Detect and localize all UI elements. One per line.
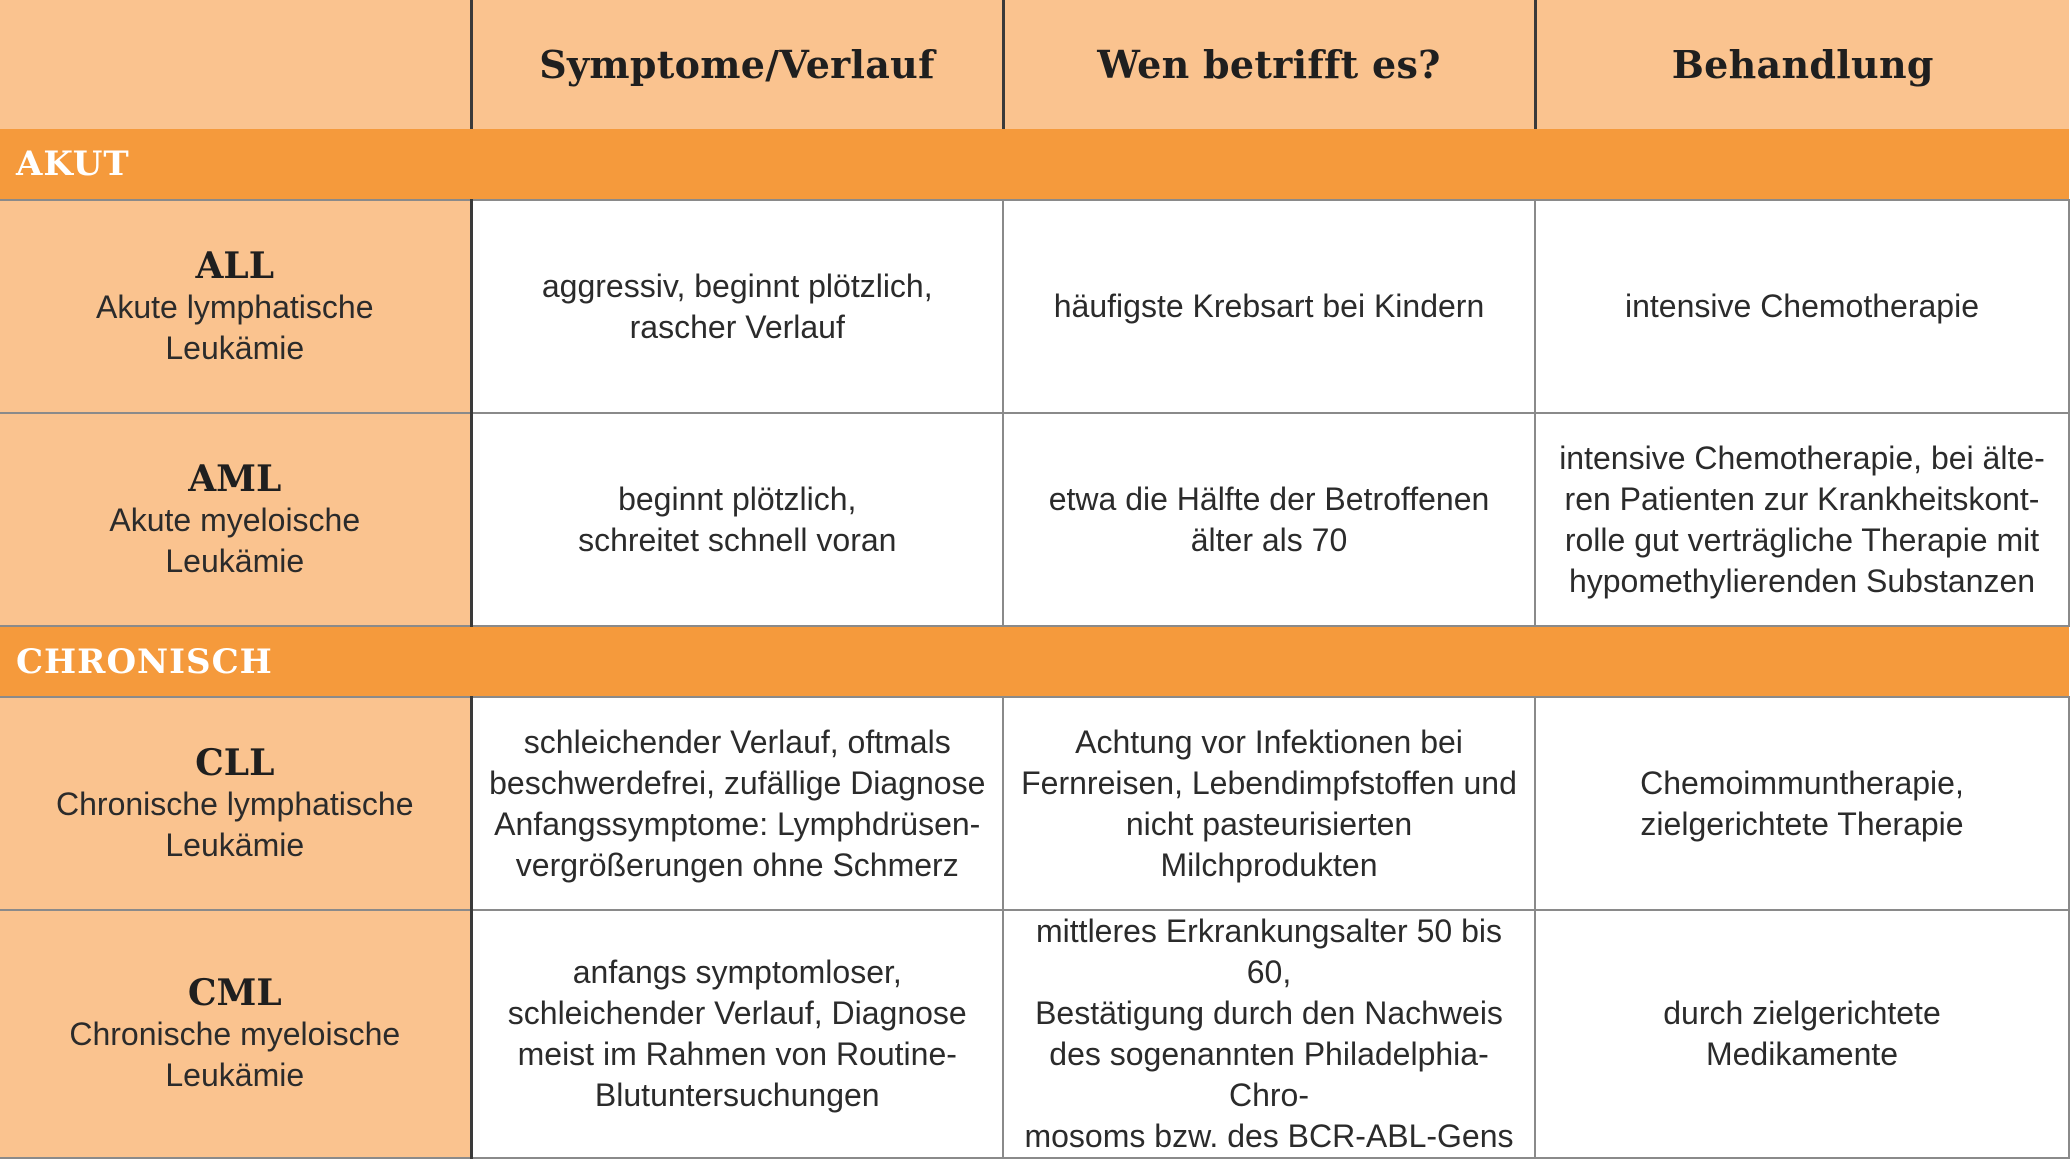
cell-behandlung bbox=[1535, 697, 2069, 910]
text-line: Medikamente bbox=[1705, 1036, 1899, 1072]
header-symptome: Symptome/Verlauf bbox=[471, 0, 1003, 129]
cell-behandlung bbox=[1535, 910, 2069, 1158]
text-line: intensive Chemotherapie, bei älte- bbox=[1559, 439, 2045, 476]
text-line: schreitet schnell voran bbox=[578, 521, 897, 558]
text-line: beginnt plötzlich, bbox=[618, 480, 857, 517]
text-line: Blutuntersuchungen bbox=[594, 1077, 880, 1113]
leukemia-name-line: Akute myeloische bbox=[109, 501, 361, 538]
text-line: älter als 70 bbox=[1190, 521, 1348, 558]
leukemia-abbr: AML bbox=[188, 457, 282, 500]
text-line: rascher Verlauf bbox=[629, 308, 845, 345]
text-line: des sogenannten Philadelphia-Chro- bbox=[1049, 1036, 1489, 1113]
table-row-cml bbox=[0, 910, 2069, 1158]
cell-symptome bbox=[471, 200, 1003, 413]
text-line: vergrößerungen ohne Schmerz bbox=[515, 846, 959, 883]
text-line: hypomethylierenden Substanzen bbox=[1568, 562, 2036, 599]
cell-symptome bbox=[471, 413, 1003, 626]
text-line: intensive Chemotherapie bbox=[1625, 288, 1979, 324]
text-line: zielgerichtete Therapie bbox=[1640, 805, 1964, 842]
text-line: anfangs symptomloser, bbox=[572, 954, 902, 990]
text-line: meist im Rahmen von Routine- bbox=[517, 1036, 957, 1072]
text-line: Milchprodukten bbox=[1160, 846, 1378, 883]
leukemia-name-line: Akute lymphatische bbox=[96, 288, 374, 325]
leukemia-name-line: Chronische myeloische bbox=[69, 1016, 401, 1052]
leukemia-name-line: Leukämie bbox=[165, 329, 305, 366]
text-line: Bestätigung durch den Nachweis bbox=[1035, 995, 1503, 1031]
leukemia-name-line: Chronische lymphatische bbox=[56, 785, 414, 822]
row-label bbox=[0, 200, 471, 413]
section-band-chronisch bbox=[0, 626, 2069, 697]
header-row bbox=[0, 0, 2069, 129]
leukemia-abbr: CLL bbox=[195, 741, 275, 784]
row-label bbox=[0, 910, 471, 1158]
leukemia-name-line: Leukämie bbox=[165, 826, 305, 863]
cell-betrifft bbox=[1003, 200, 1535, 413]
header-behandlung: Behandlung bbox=[1535, 0, 2069, 129]
cell-behandlung bbox=[1535, 413, 2069, 626]
text-line: Anfangssymptome: Lymphdrüsen- bbox=[494, 805, 981, 842]
cell-betrifft bbox=[1003, 697, 1535, 910]
text-line: mittleres Erkrankungsalter 50 bis 60, bbox=[1036, 913, 1502, 990]
cell-betrifft bbox=[1003, 910, 1535, 1158]
cell-betrifft bbox=[1003, 413, 1535, 626]
section-title: CHRONISCH bbox=[0, 626, 2069, 697]
cell-symptome bbox=[471, 697, 1003, 910]
text-line: beschwerdefrei, zufällige Diagnose bbox=[489, 764, 986, 801]
text-line: etwa die Hälfte der Betroffenen bbox=[1048, 480, 1490, 517]
row-label bbox=[0, 697, 471, 910]
text-line: schleichender Verlauf, oftmals bbox=[523, 723, 951, 760]
cell-symptome bbox=[471, 910, 1003, 1158]
text-line: nicht pasteurisierten bbox=[1125, 805, 1413, 842]
leukemia-name-line: Leukämie bbox=[165, 1057, 305, 1093]
text-line: durch zielgerichtete bbox=[1663, 995, 1941, 1031]
table-row-aml bbox=[0, 413, 2069, 626]
leukemia-name-line: Leukämie bbox=[165, 542, 305, 579]
text-line: aggressiv, beginnt plötzlich, bbox=[541, 267, 933, 304]
text-line: ren Patienten zur Krankheitskont- bbox=[1564, 480, 2040, 517]
text-line: rolle gut verträgliche Therapie mit bbox=[1564, 521, 2040, 558]
table-row-cll bbox=[0, 697, 2069, 910]
text-line: Fernreisen, Lebendimpfstoffen und bbox=[1021, 764, 1517, 801]
table-row-all bbox=[0, 200, 2069, 413]
text-line: schleichender Verlauf, Diagnose bbox=[507, 995, 967, 1031]
text-line: mosoms bzw. des BCR-ABL-Gens bbox=[1024, 1118, 1514, 1154]
cell-behandlung bbox=[1535, 200, 2069, 413]
text-line: häufigste Krebsart bei Kindern bbox=[1053, 288, 1485, 324]
section-title: AKUT bbox=[0, 129, 2069, 200]
header-empty-cell bbox=[0, 0, 471, 129]
text-line: Achtung vor Infektionen bei bbox=[1075, 723, 1463, 760]
row-label bbox=[0, 413, 471, 626]
section-band-akut bbox=[0, 129, 2069, 200]
header-betrifft: Wen betrifft es? bbox=[1003, 0, 1535, 129]
leukemia-abbr: ALL bbox=[195, 244, 275, 287]
leukemia-abbr: CML bbox=[187, 972, 282, 1014]
text-line: Chemoimmuntherapie, bbox=[1640, 764, 1964, 801]
